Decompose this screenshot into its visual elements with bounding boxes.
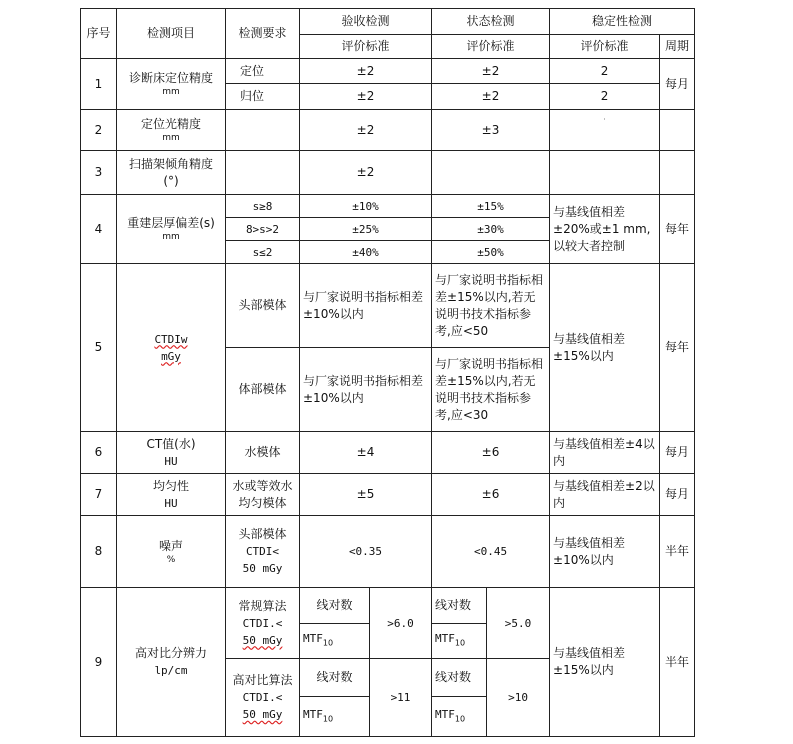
r2-item-name: 定位光精度 (140, 117, 201, 131)
r6-sta: ±6 (432, 432, 550, 474)
r7-sta: ±6 (432, 474, 550, 516)
table-row (81, 516, 695, 588)
r9-sta-mtf-a (432, 624, 487, 659)
r8-item-name: 噪声 (158, 538, 183, 553)
r4-acc-c: ±40% (300, 241, 432, 264)
header-stab-criteria: 评价标准 (550, 35, 660, 59)
table-row (81, 264, 695, 348)
r1-sta-b: ±2 (432, 84, 550, 110)
r4-sta-a: ±15% (432, 195, 550, 218)
r8-stab: 与基线值相差±10%以内 (550, 516, 660, 588)
r1-stab-a: 2 (550, 59, 660, 84)
r6-item-unit: HU (164, 454, 178, 468)
r9-acc-lp-a: 线对数 (300, 588, 370, 624)
r1-item (117, 59, 226, 110)
r3-item (117, 151, 226, 195)
table-row (81, 59, 695, 84)
r4-period: 每年 (660, 195, 695, 264)
r2-period (660, 110, 695, 151)
r6-period: 每月 (660, 432, 695, 474)
r7-item-unit: HU (164, 496, 178, 510)
header-item: 检测项目 (117, 9, 226, 59)
r6-item-name: CT值(水) (146, 436, 196, 451)
r1-no: 1 (81, 59, 117, 110)
r9-item-unit: lp/cm (154, 664, 188, 677)
r9-req-a (226, 588, 300, 659)
r9-item-name: 高对比分辨力 (134, 646, 207, 660)
r4-sta-c: ±50% (432, 241, 550, 264)
r8-acc: <0.35 (300, 516, 432, 588)
r9-period: 半年 (660, 588, 695, 737)
r7-item-name: 均匀性 (152, 478, 189, 493)
r8-sta: <0.45 (432, 516, 550, 588)
mtf-sub: 10 (322, 638, 334, 648)
r5-item-unit: mGy (161, 349, 181, 363)
r3-item-unit: (°) (163, 173, 179, 188)
r5-no: 5 (81, 264, 117, 432)
r5-sta-b: 与厂家说明书指标相差±15%以内,若无说明书技术指标参考,应<30 (432, 348, 550, 432)
r5-acc-a: 与厂家说明书指标相差±10%以内 (300, 264, 432, 348)
table-row (81, 474, 695, 516)
r2-item-unit: mm (162, 133, 180, 143)
r7-period: 每月 (660, 474, 695, 516)
r8-period: 半年 (660, 516, 695, 588)
r7-stab: 与基线值相差±2以内 (550, 474, 660, 516)
mtf-label: MTF (435, 707, 455, 721)
r7-acc: ±5 (300, 474, 432, 516)
r4-req-a: s≥8 (226, 195, 300, 218)
r9-req-a-l3: 50 mGy (242, 633, 283, 647)
r1-item-unit: mm (162, 87, 180, 97)
r9-acc-a: >6.0 (370, 588, 432, 659)
header-sta-criteria: 评价标准 (432, 35, 550, 59)
r3-sta (432, 151, 550, 195)
r4-stab: 与基线值相差±20%或±1 mm,以较大者控制 (550, 195, 660, 264)
table-row (81, 588, 695, 624)
r2-no: 2 (81, 110, 117, 151)
mtf-sub: 10 (454, 638, 466, 648)
r4-req-c: s≤2 (226, 241, 300, 264)
r5-req-b: 体部模体 (226, 348, 300, 432)
r4-item-unit: mm (162, 232, 180, 242)
r3-acc: ±2 (300, 151, 432, 195)
r4-acc-a: ±10% (300, 195, 432, 218)
mtf-label: MTF (435, 632, 455, 646)
r4-acc-b: ±25% (300, 218, 432, 241)
r9-sta-lp-b: 线对数 (432, 659, 487, 697)
r9-acc-mtf-a (300, 624, 370, 659)
r4-sta-b: ±30% (432, 218, 550, 241)
header-acc-criteria: 评价标准 (300, 35, 432, 59)
r5-item (117, 264, 226, 432)
r9-sta-mtf-b (432, 697, 487, 737)
r3-stab (550, 151, 660, 195)
r5-item-name: CTDIw (154, 332, 188, 346)
r3-period (660, 151, 695, 195)
r7-item (117, 474, 226, 516)
r9-req-b (226, 659, 300, 737)
r2-acc: ±2 (300, 110, 432, 151)
table-row (81, 432, 695, 474)
r8-item-unit: % (166, 554, 176, 565)
r9-sta-b: >10 (487, 659, 550, 737)
r1-acc-a: ±2 (300, 59, 432, 84)
header-seq: 序号 (81, 9, 117, 59)
r9-acc-lp-b: 线对数 (300, 659, 370, 697)
table-row (81, 151, 695, 195)
r9-req-a-l2: CTDI.< (242, 616, 283, 630)
r6-item (117, 432, 226, 474)
r3-item-name: 扫描架倾角精度 (128, 156, 213, 171)
r9-req-b-l3: 50 mGy (242, 708, 283, 721)
header-period: 周期 (660, 35, 695, 59)
r1-period: 每月 (660, 59, 695, 110)
header-row-1 (81, 9, 695, 35)
mtf-sub: 10 (322, 714, 334, 724)
r5-stab: 与基线值相差±15%以内 (550, 264, 660, 432)
r8-item (117, 516, 226, 588)
r9-acc-b: >11 (370, 659, 432, 737)
r1-item-name: 诊断床定位精度 (128, 71, 213, 85)
r4-no: 4 (81, 195, 117, 264)
r1-acc-b: ±2 (300, 84, 432, 110)
r8-req-l3: 50 mGy (242, 562, 283, 575)
mtf-label: MTF (303, 707, 323, 721)
r5-period: 每年 (660, 264, 695, 432)
r2-stab: · (550, 110, 660, 151)
r3-req (226, 151, 300, 195)
r9-sta-lp-a: 线对数 (432, 588, 487, 624)
r9-req-b-l2: CTDI.< (242, 691, 283, 704)
r6-stab: 与基线值相差±4以内 (550, 432, 660, 474)
r3-no: 3 (81, 151, 117, 195)
r5-sta-a: 与厂家说明书指标相差±15%以内,若无说明书技术指标参考,应<50 (432, 264, 550, 348)
table-row (81, 195, 695, 218)
r8-req-l2: CTDI< (245, 545, 280, 558)
r7-req: 水或等效水均匀模体 (226, 474, 300, 516)
r9-req-b-l1: 高对比算法 (232, 673, 293, 687)
mtf-sub: 10 (454, 714, 466, 724)
r9-acc-mtf-b (300, 697, 370, 737)
r6-no: 6 (81, 432, 117, 474)
r9-req-a-l1: 常规算法 (238, 598, 287, 613)
r6-acc: ±4 (300, 432, 432, 474)
r5-acc-b: 与厂家说明书指标相差±10%以内 (300, 348, 432, 432)
r2-req (226, 110, 300, 151)
r7-no: 7 (81, 474, 117, 516)
r1-sta-a: ±2 (432, 59, 550, 84)
r1-req-a: 定位 (226, 59, 300, 84)
r9-sta-a: >5.0 (487, 588, 550, 659)
table-row (81, 110, 695, 151)
r1-req-b: 归位 (226, 84, 300, 110)
r4-item-name: 重建层厚偏差(s) (127, 216, 215, 230)
r9-stab: 与基线值相差±15%以内 (550, 588, 660, 737)
r8-req (226, 516, 300, 588)
header-acceptance: 验收检测 (300, 9, 432, 35)
r9-no: 9 (81, 588, 117, 737)
qc-table (80, 8, 695, 737)
r1-stab-b: 2 (550, 84, 660, 110)
r6-req: 水模体 (226, 432, 300, 474)
header-stability: 稳定性检测 (550, 9, 695, 35)
r9-item (117, 588, 226, 737)
mtf-label: MTF (303, 632, 323, 646)
r2-item (117, 110, 226, 151)
r2-sta: ±3 (432, 110, 550, 151)
r8-no: 8 (81, 516, 117, 588)
header-req: 检测要求 (226, 9, 300, 59)
r4-item (117, 195, 226, 264)
r5-req-a: 头部模体 (226, 264, 300, 348)
header-status: 状态检测 (432, 9, 550, 35)
r8-req-l1: 头部模体 (238, 527, 287, 541)
r4-req-b: 8>s>2 (226, 218, 300, 241)
